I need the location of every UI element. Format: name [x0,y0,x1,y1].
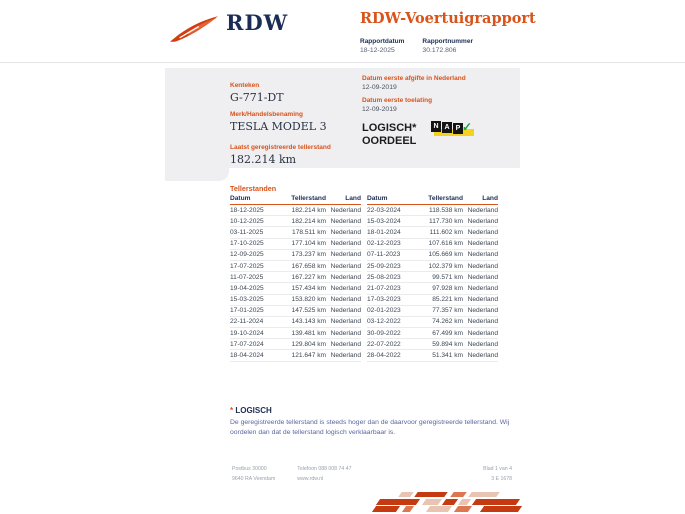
table-cell: 03-11-2025 [230,228,264,236]
table-cell: 18-01-2024 [367,228,401,236]
tellerstand-value: 182.214 km [230,153,297,166]
table-row [230,250,361,261]
oordeel-text: LOGISCH* OORDEEL [362,122,417,147]
header-divider [0,62,685,63]
table-cell: 18-12-2025 [230,206,264,214]
table-cell: Nederland [330,240,361,248]
report-title: RDW-Voertuigrapport [360,10,536,27]
table-row [367,205,498,216]
table-row [230,205,361,216]
nap-letter-p: P [453,123,463,134]
table-cell: Nederland [330,318,361,326]
table-cell: Nederland [330,262,361,270]
table-cell: 25-08-2023 [367,273,401,281]
table-cell: 178.511 km [292,228,326,236]
table-row [230,328,361,339]
table-cell: 67.499 km [432,329,463,337]
nap-letter-a: A [442,122,452,133]
odometer-table-left [230,195,361,362]
table-row [367,272,498,283]
table-cell: 85.221 km [432,296,463,304]
table-cell: 177.104 km [291,240,326,248]
table-cell: 102.379 km [428,262,463,270]
table-cell: 129.804 km [291,340,326,348]
table-row [367,227,498,238]
table-row [367,339,498,350]
col-header-land: Land [345,195,361,202]
table-cell: 15-03-2025 [230,296,264,304]
merk-label: Merk/Handelsbenaming [230,111,303,118]
table-row [367,216,498,227]
table-header-row [367,195,498,205]
table-cell: 143.143 km [291,318,326,326]
table-cell: 139.481 km [291,329,326,337]
nap-letter-n: N [431,121,441,132]
table-cell: 17-03-2023 [367,296,401,304]
table-cell: 22-07-2022 [367,340,401,348]
col-header-tellerstand: Tellerstand [428,195,463,202]
table-cell: Nederland [330,251,361,259]
table-cell: Nederland [467,329,498,337]
nap-logo [431,121,477,139]
table-cell: 21-07-2023 [367,284,401,292]
table-row [230,227,361,238]
rdw-logo-wordmark: RDW [226,10,289,35]
table-cell: Nederland [467,307,498,315]
table-row [367,350,498,361]
vehicle-summary-panel [165,68,520,168]
table-cell: 17-07-2025 [230,262,264,270]
table-cell: 02-12-2023 [367,240,401,248]
table-cell: Nederland [467,284,498,292]
table-row [230,339,361,350]
tellerstanden-section-title: Tellerstanden [230,184,277,193]
table-row [230,239,361,250]
table-cell: 121.647 km [291,352,326,360]
table-cell: Nederland [467,352,498,360]
table-row [230,283,361,294]
report-meta [360,38,473,54]
table-cell: Nederland [330,206,361,214]
table-cell: Nederland [467,262,498,270]
rdw-logo-icon [168,13,220,45]
table-row [367,250,498,261]
table-cell: 12-09-2025 [230,251,264,259]
footnote-text: De geregistreerde tellerstand is steeds hoger dan de daarvoor geregistreerde tellerstand. Wij oordelen dan dat de tellerstand logisch verklaarbaar is. [230,419,510,436]
nap-check-icon: ✓ [462,120,473,134]
kenteken-value: G-771-DT [230,91,284,104]
table-cell: 74.262 km [432,318,463,326]
report-date-value: 18-12-2025 [360,47,395,54]
kenteken-label: Kenteken [230,82,260,89]
footnote-title: * LOGISCH [230,406,272,415]
table-row [367,261,498,272]
form-code: 3 E 1678 [491,476,512,482]
table-cell: 59.894 km [432,340,463,348]
table-cell: 182.214 km [291,206,326,214]
table-cell: 19-10-2024 [230,329,264,337]
table-cell: 30-09-2022 [367,329,401,337]
table-cell: 17-01-2025 [230,307,264,315]
col-header-tellerstand: Tellerstand [291,195,326,202]
toelating-label: Datum eerste toelating [362,97,433,104]
table-header-row [230,195,361,205]
table-cell: Nederland [330,352,361,360]
report-number-value: 30.172.806 [422,47,457,54]
table-cell: 167.658 km [291,262,326,270]
table-row [230,306,361,317]
table-cell: 03-12-2022 [367,318,401,326]
rdw-swoosh-graphic [370,490,525,514]
table-cell: 147.525 km [291,307,326,315]
table-cell: 25-09-2023 [367,262,401,270]
table-row [367,295,498,306]
toelating-value: 12-09-2019 [362,106,397,113]
table-cell: 11-07-2025 [230,273,264,281]
afgifte-value: 12-09-2019 [362,84,397,91]
table-row [367,239,498,250]
footer-page-info [432,464,512,484]
table-cell: Nederland [467,251,498,259]
table-cell: 15-03-2024 [367,217,401,225]
table-cell: 118.538 km [429,206,463,214]
table-cell: 167.227 km [291,273,326,281]
table-cell: Nederland [467,296,498,304]
table-cell: 111.602 km [429,228,463,236]
table-cell: Nederland [330,217,361,225]
table-cell: 18-04-2024 [230,352,264,360]
report-date-label: Rapportdatum [360,38,405,45]
table-cell: 10-12-2025 [230,217,264,225]
table-cell: Nederland [467,340,498,348]
table-cell: 02-01-2023 [367,307,401,315]
table-cell: 07-11-2023 [367,251,401,259]
table-cell: 22-03-2024 [367,206,401,214]
table-cell: 153.820 km [291,296,326,304]
table-cell: 17-10-2025 [230,240,264,248]
table-cell: Nederland [467,273,498,281]
table-row [230,350,361,361]
table-cell: 22-11-2024 [230,318,264,326]
col-header-land: Land [482,195,498,202]
table-cell: Nederland [467,206,498,214]
table-cell: 97.928 km [432,284,463,292]
table-row [230,216,361,227]
table-cell: Nederland [467,318,498,326]
page-number: Blad 1 van 4 [483,466,512,472]
table-cell: 107.616 km [428,240,463,248]
table-cell: 105.669 km [428,251,463,259]
vehicle-panel-left-column [230,82,331,166]
table-row [230,272,361,283]
odometer-table-right [367,195,498,362]
tellerstand-label: Laatst geregistreerde tellerstand [230,144,331,151]
table-cell: 51.341 km [432,352,463,360]
table-row [230,317,361,328]
table-row [367,306,498,317]
table-cell: Nederland [467,228,498,236]
col-header-datum: Datum [367,195,388,202]
table-cell: Nederland [467,217,498,225]
table-cell: 173.237 km [291,251,326,259]
table-cell: 157.434 km [291,284,326,292]
merk-value: TESLA MODEL 3 [230,120,327,133]
table-cell: 77.357 km [432,307,463,315]
table-row [367,328,498,339]
table-cell: Nederland [330,329,361,337]
report-number-block [422,38,473,54]
col-header-datum: Datum [230,195,251,202]
table-cell: 17-07-2024 [230,340,264,348]
afgifte-label: Datum eerste afgifte in Nederland [362,75,466,82]
table-cell: Nederland [330,296,361,304]
report-number-label: Rapportnummer [422,38,473,45]
table-cell: Nederland [330,307,361,315]
table-row [367,283,498,294]
table-cell: 28-04-2022 [367,352,401,360]
footer-contact: Telefoon 088 008 74 47 www.rdw.nl [297,466,352,482]
footer-address: Postbus 30000 9640 RA Veendam [232,466,276,482]
footnote-asterisk: * [230,406,236,415]
table-row [230,261,361,272]
table-row [367,317,498,328]
table-cell: Nederland [330,340,361,348]
table-row [230,295,361,306]
rdw-website-link[interactable]: www.rdw.nl [297,476,324,482]
report-date-block [360,38,404,54]
table-body [230,205,361,362]
table-cell: Nederland [330,284,361,292]
table-cell: 19-04-2025 [230,284,264,292]
table-cell: Nederland [330,228,361,236]
table-cell: 99.571 km [432,273,463,281]
vehicle-summary-panel-tab [165,167,229,181]
table-cell: Nederland [467,240,498,248]
table-cell: 117.730 km [429,217,463,225]
table-body [367,205,498,362]
table-cell: Nederland [330,273,361,281]
table-cell: 182.214 km [291,217,326,225]
